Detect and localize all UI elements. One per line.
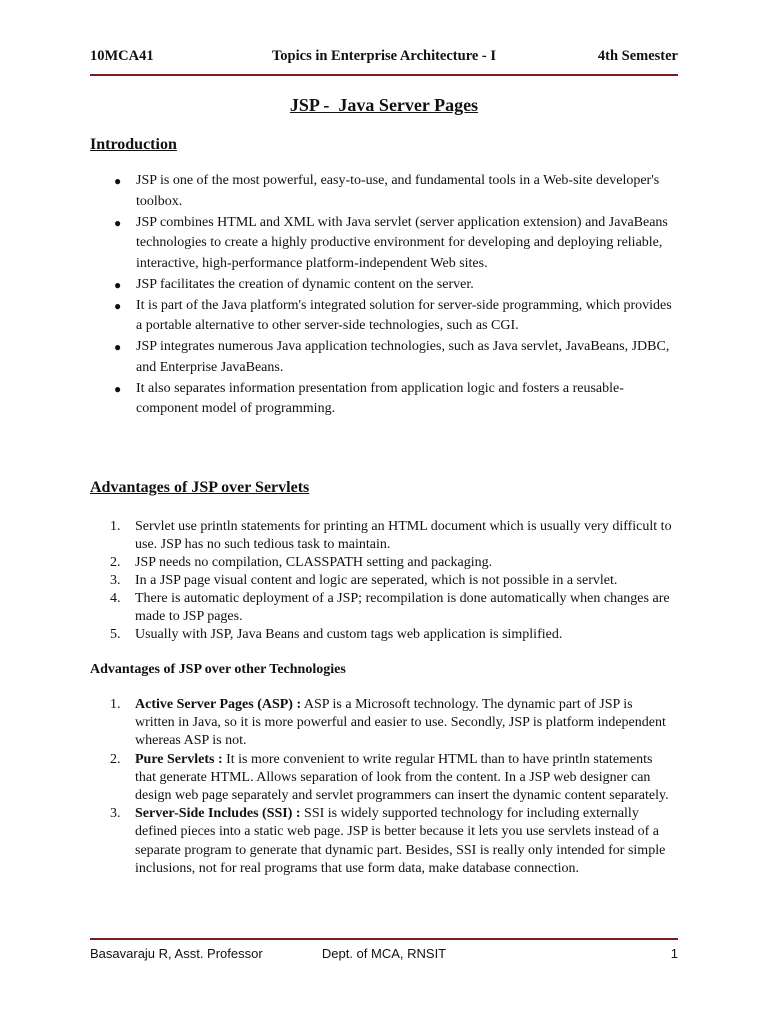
list-item-text: Usually with JSP, Java Beans and custom tags web application is simplified. bbox=[135, 627, 563, 642]
list-item-text: Servlet use println statements for printing an HTML document which is usually very difficult to use. JSP has no such tedious task to maintain. bbox=[135, 519, 672, 552]
list-item-text: ASP is a Microsoft technology. The dynamic part of JSP is written in Java, so it is more powerful and easier to use. Secondly, JSP is platform independent whereas ASP is not. bbox=[135, 697, 666, 749]
advantages-servlets-list bbox=[110, 518, 674, 644]
list-item bbox=[114, 275, 674, 296]
bullet-icon: ● bbox=[114, 215, 122, 230]
list-item: 5. Usually with JSP, Java Beans and custom tags web application is simplified. bbox=[110, 627, 563, 642]
footer-author: Basavaraju R, Asst. Professor bbox=[90, 946, 263, 961]
list-item-text: It also separates information presentation from application logic and fosters a reusable-component model of programming. bbox=[136, 380, 624, 416]
list-item-text: In a JSP page visual content and logic are seperated, which is not possible in a servlet. bbox=[135, 573, 618, 588]
list-item: 2. JSP needs no compilation, CLASSPATH setting and packaging. bbox=[110, 555, 493, 570]
list-item: 1. Active Server Pages (ASP) : ASP is a Microsoft technology. The dynamic part of JSP is written in Java, so it is more powerful and easier to use. Secondly, JSP is platform independent whereas ASP is not. bbox=[110, 697, 666, 749]
bullet-icon: ● bbox=[114, 174, 122, 188]
footer-department: Dept. of MCA, RNSIT bbox=[321, 946, 447, 961]
list-item-lead: Active Server Pages (ASP) : bbox=[135, 697, 302, 712]
introduction-heading: Introduction bbox=[90, 136, 177, 153]
list-item: 4. There is automatic deployment of a JSP; recompilation is done automatically when changes are made to JSP pages. bbox=[110, 591, 670, 624]
list-item: 1. Servlet use println statements for printing an HTML document which is usually very difficult to use. JSP has no such tedious task to maintain. bbox=[110, 519, 672, 552]
bullet-icon: ● bbox=[114, 277, 122, 292]
list-item bbox=[114, 213, 674, 275]
list-item bbox=[114, 379, 674, 420]
list-item-text: JSP combines HTML and XML with Java servlet (server application extension) and JavaBeans technologies to create a highly productive environment for developing and deploying reliable, interactive, high-performance platform-independent Web sites. bbox=[136, 214, 668, 271]
advantages-servlets-heading: Advantages of JSP over Servlets bbox=[90, 479, 310, 496]
list-item: 2. Pure Servlets : It is more convenient to write regular HTML than to have println statements that generate HTML. Allows separation of look from the content. In a JSP web designer can design web page separately and servlet programmers can insert the dynamic content separately. bbox=[110, 751, 669, 804]
list-item: 3. Server-Side Includes (SSI) : SSI is widely supported technology for including externally defined pieces into a static web page. JSP is better because it lets you use servlets instead of a separate program to generate that dynamic part. Besides, SSI is really only intended for simple inclusions, not for real programs that use form data, make database connection. bbox=[110, 806, 666, 876]
list-item-text: It is part of the Java platform's integrated solution for server-side programming, which provides a portable alternative to other server-side technologies, such as CGI. bbox=[136, 297, 672, 333]
page-title: JSP - Java Server Pages bbox=[289, 95, 479, 115]
page-footer bbox=[90, 938, 678, 970]
bullet-icon: ● bbox=[114, 381, 122, 396]
list-item-text: JSP integrates numerous Java application technologies, such as Java servlet, JavaBeans, JDBC, and Enterprise JavaBeans. bbox=[136, 339, 670, 375]
list-item bbox=[114, 171, 674, 212]
list-item-text: JSP is one of the most powerful, easy-to-use, and fundamental tools in a Web-site developer's toolbox. bbox=[136, 173, 660, 209]
list-item: 3. In a JSP page visual content and logic are seperated, which is not possible in a servlet. bbox=[110, 573, 618, 588]
list-item-lead: Server-Side Includes (SSI) : bbox=[135, 806, 301, 822]
list-item-text: It is more convenient to write regular HTML than to have println statements that generate HTML. Allows separation of look from the content. In a JSP web designer can design web page separately and servlet programmers can insert the dynamic content separately. bbox=[135, 751, 669, 804]
course-title: Topics in Enterprise Architecture - I bbox=[271, 48, 497, 64]
introduction-list bbox=[114, 171, 674, 420]
page-header bbox=[90, 44, 678, 76]
list-item bbox=[114, 296, 674, 337]
list-item-text: There is automatic deployment of a JSP; recompilation is done automatically when changes are made to JSP pages. bbox=[135, 591, 670, 624]
bullet-icon: ● bbox=[114, 298, 122, 313]
list-item-text: SSI is widely supported technology for including externally defined pieces into a static web page. JSP is better because it lets you use servlets instead of a separate program to generate that dynamic part. Besides, SSI is really only intended for simple inclusions, not for real programs that use form data, make database connection. bbox=[135, 806, 666, 876]
list-item-lead: Pure Servlets : bbox=[135, 751, 223, 767]
page-number: 1 bbox=[670, 946, 678, 961]
list-item-text: JSP needs no compilation, CLASSPATH setting and packaging. bbox=[135, 555, 493, 570]
advantages-other-list bbox=[110, 696, 674, 878]
course-code: 10MCA41 bbox=[90, 48, 154, 64]
advantages-other-heading: Advantages of JSP over other Technologies bbox=[90, 662, 346, 677]
semester-label: 4th Semester bbox=[597, 48, 678, 64]
list-item bbox=[114, 337, 674, 378]
list-item-text: JSP facilitates the creation of dynamic content on the server. bbox=[136, 276, 474, 292]
bullet-icon: ● bbox=[114, 340, 122, 354]
